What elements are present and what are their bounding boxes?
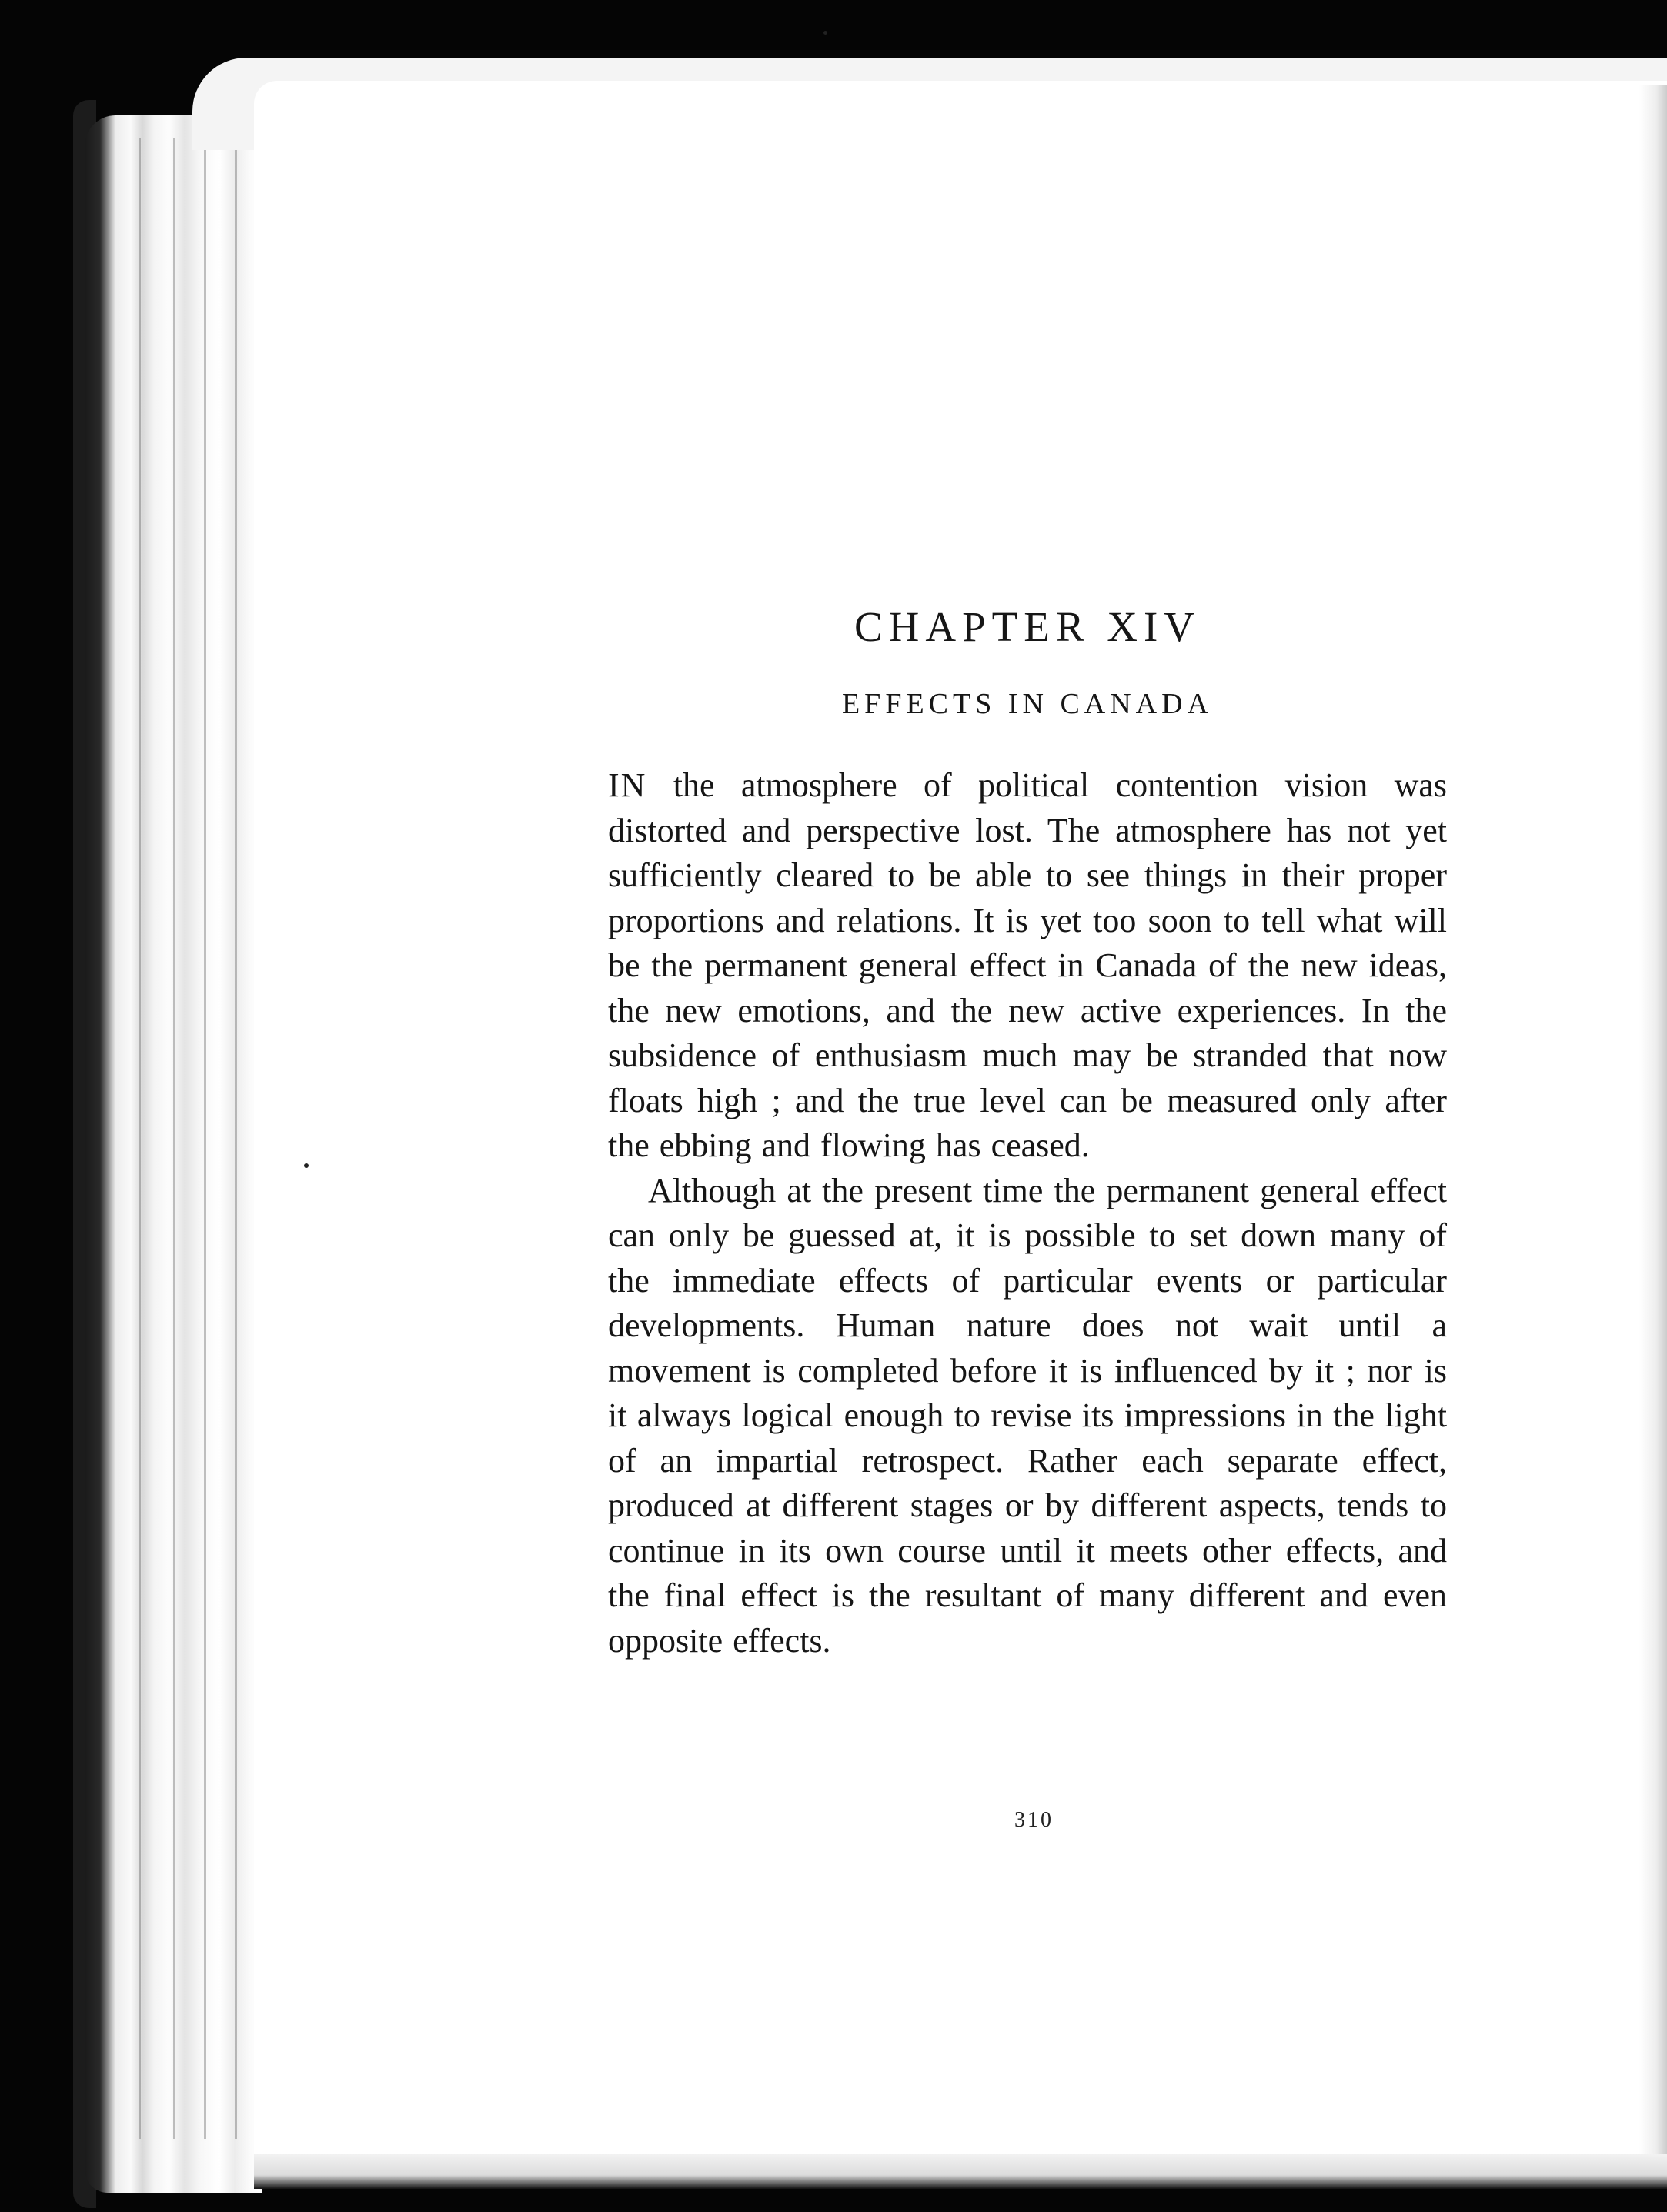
page-stack-line xyxy=(173,138,175,2139)
text-block xyxy=(608,600,1447,1663)
page-right-edge xyxy=(1639,85,1667,2177)
page-bottom-shadow xyxy=(254,2154,1667,2189)
page-stack-line xyxy=(139,138,141,2139)
paragraph xyxy=(608,763,1447,1169)
chapter-subtitle: EFFECTS IN CANADA xyxy=(841,688,1214,720)
speck xyxy=(304,1163,309,1168)
paragraph: Although at the present time the permanent general effect can only be guessed at, it is possible to set down many of the immediate effects of particular events or particular developments. Human nature does not wait until a movement is completed before it is influenced by it ; nor is it always logical enough to revise its impressions in the light of an impartial retrospect. Rather each separate effect, produced at different stages or by different aspects, tends to continue in its own course until it meets other effects, and the final effect is the resultant of many different and even opposite effects. xyxy=(608,1171,1447,1660)
page-stack-line xyxy=(204,138,206,2139)
paragraph-lead-word: IN xyxy=(608,766,647,804)
speck xyxy=(823,31,827,35)
chapter-title: CHAPTER XIV xyxy=(854,603,1201,650)
page-stack-line xyxy=(235,138,237,2139)
paragraph-text: the atmosphere of political contention vision was distorted and perspective lost. The atmosphere has not yet sufficiently cleared to be able to see things in their proper proportions and relations. It is yet too soon to tell what will be the permanent general effect in Canada of the new ideas, the new emotions, and the new active experiences. In the subsidence of enthusiasm much may be stranded that now floats high ; and the true level can be measured only after the ebbing and flowing has ceased. xyxy=(608,766,1447,1164)
page-number: 310 xyxy=(1014,1808,1054,1832)
